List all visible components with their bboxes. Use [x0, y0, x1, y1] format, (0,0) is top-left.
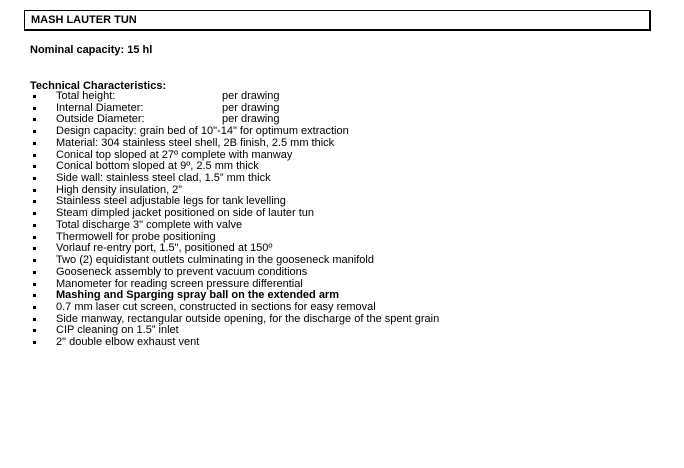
- bullet-icon: [33, 130, 36, 133]
- bullet-icon: [33, 95, 36, 98]
- bullet-icon: [33, 294, 36, 297]
- spec-item-label: 0.7 mm laser cut screen, constructed in sections for easy removal: [56, 300, 376, 313]
- spec-item-label: Stainless steel adjustable legs for tank levelling: [56, 195, 286, 208]
- spec-item-label: Two (2) equidistant outlets culminating in the gooseneck manifold: [56, 254, 374, 267]
- spec-item-label: CIP cleaning on 1.5” inlet: [56, 324, 179, 337]
- spec-item-label: Total height:: [56, 90, 116, 102]
- bullet-icon: [33, 329, 36, 332]
- spec-item-label: Vorlauf re-entry port, 1.5", positioned at 150º: [56, 242, 273, 255]
- title-box: [24, 10, 651, 31]
- document-title: MASH LAUTER TUN: [31, 14, 137, 26]
- nominal-capacity: Nominal capacity: 15 hl: [30, 44, 153, 56]
- spec-item-value: per drawing: [222, 90, 280, 102]
- bullet-icon: [33, 341, 36, 344]
- spec-item-label: Manometer for reading screen pressure differential: [56, 277, 303, 290]
- spec-item-label: Steam dimpled jacket positioned on side of lauter tun: [56, 207, 315, 220]
- bullet-icon: [33, 306, 36, 309]
- spec-item-label: Outside Diameter:: [56, 113, 145, 126]
- bullet-icon: [33, 318, 36, 321]
- bullet-icon: [33, 224, 36, 227]
- bullet-icon: [33, 107, 36, 110]
- spec-item-label: High density insulation, 2”: [56, 183, 182, 196]
- bullet-icon: [33, 189, 36, 192]
- bullet-icon: [33, 154, 36, 157]
- spec-item-label: Conical top sloped at 27º complete with manway: [56, 148, 293, 161]
- spec-item-label: Side manway, rectangular outside opening, for the discharge of the spent grain: [56, 312, 440, 325]
- bullet-icon: [33, 212, 36, 215]
- spec-item-label: Gooseneck assembly to prevent vacuum conditions: [56, 265, 308, 278]
- spec-item-label: Side wall: stainless steel clad, 1.5” mm thick: [56, 172, 271, 185]
- spec-item-label: 2" double elbow exhaust vent: [56, 336, 200, 349]
- spec-item-label: Material: 304 stainless steel shell, 2B finish, 2.5 mm thick: [56, 136, 335, 149]
- spec-item-label: Thermowell for probe positioning: [56, 230, 216, 243]
- spec-item-label: Mashing and Sparging spray ball on the extended arm: [56, 289, 339, 302]
- bullet-icon: [33, 259, 36, 262]
- bullet-icon: [33, 142, 36, 145]
- bullet-icon: [33, 165, 36, 168]
- spec-item-label: Total discharge 3" complete with valve: [56, 218, 243, 231]
- spec-item-label: Design capacity: grain bed of 10"-14" for optimum extraction: [56, 125, 349, 138]
- bullet-icon: [33, 236, 36, 239]
- technical-characteristics-heading: Technical Characteristics:: [30, 80, 167, 92]
- bullet-icon: [33, 118, 36, 121]
- spec-item-label: Internal Diameter:: [56, 101, 144, 114]
- bullet-icon: [33, 177, 36, 180]
- bullet-icon: [33, 200, 36, 203]
- spec-item-value: per drawing: [222, 113, 280, 126]
- bullet-icon: [33, 247, 36, 250]
- spec-item-value: per drawing: [222, 101, 280, 114]
- spec-item-label: Conical bottom sloped at 9º, 2.5 mm thick: [56, 160, 259, 173]
- bullet-icon: [33, 271, 36, 274]
- bullet-icon: [33, 283, 36, 286]
